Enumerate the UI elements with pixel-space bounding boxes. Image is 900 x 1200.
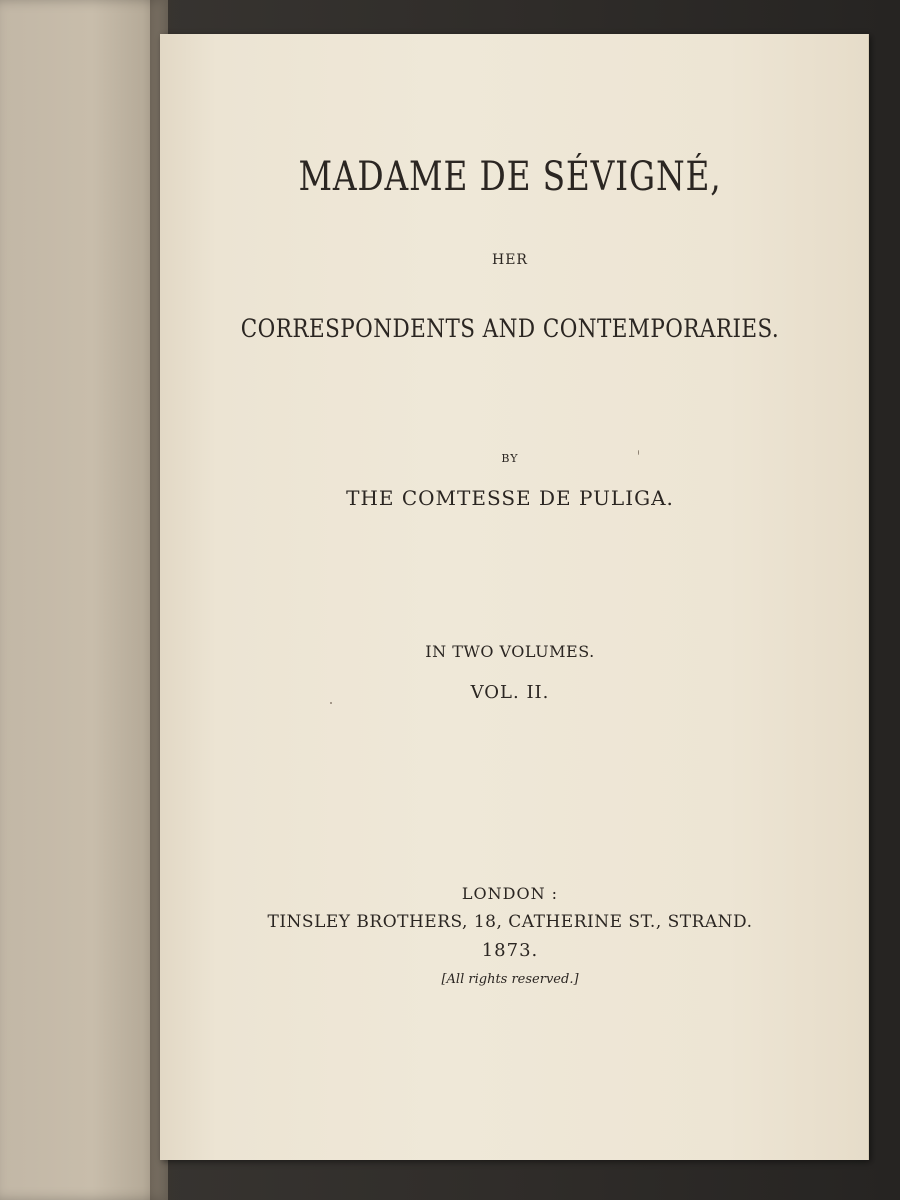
facing-endpaper — [0, 0, 168, 1200]
volume-count: IN TWO VOLUMES. — [425, 642, 595, 661]
publisher-imprint: TINSLEY BROTHERS, 18, CATHERINE ST., STRAND. — [267, 912, 753, 932]
rights-notice: [All rights reserved.] — [441, 972, 579, 987]
byline-label: BY — [501, 452, 519, 465]
publication-city: LONDON : — [461, 884, 559, 903]
paper-speck — [638, 450, 639, 455]
paper-speck — [330, 702, 332, 704]
author-name: THE COMTESSE DE PULIGA. — [346, 486, 674, 510]
publication-year: 1873. — [481, 940, 539, 961]
title-connector: HER — [492, 252, 528, 268]
book-subtitle: CORRESPONDENTS AND CONTEMPORARIES. — [240, 314, 780, 343]
volume-number: VOL. II. — [470, 682, 550, 703]
title-page — [160, 34, 869, 1160]
book-title: MADAME DE SÉVIGNÉ, — [298, 154, 722, 200]
